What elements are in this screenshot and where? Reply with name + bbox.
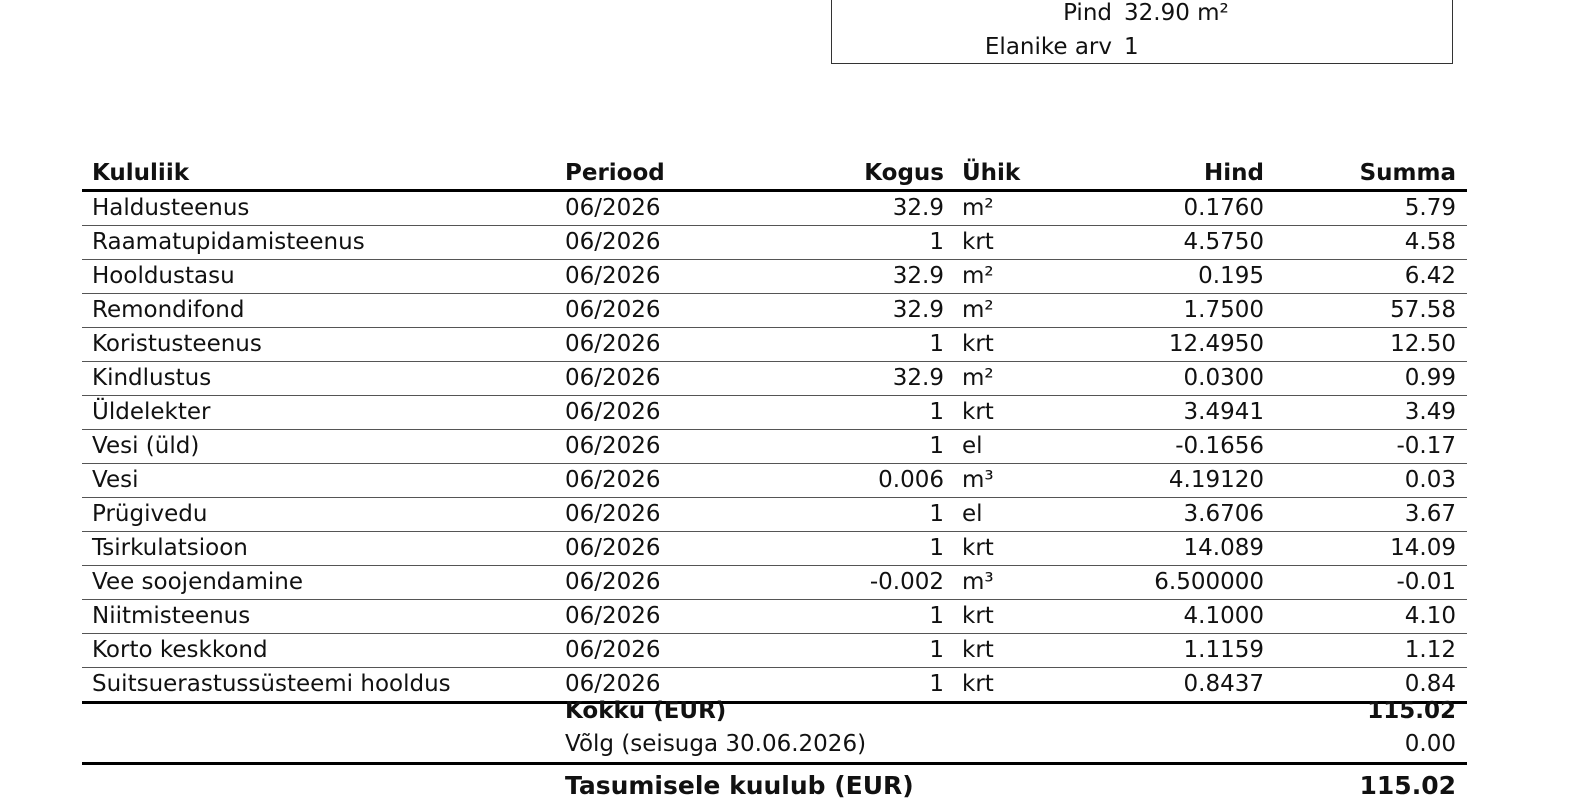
cell-price: 3.4941	[1183, 399, 1264, 425]
cell-unit: krt	[962, 229, 994, 255]
cell-qty: 1	[929, 637, 944, 663]
cell-qty: -0.002	[869, 569, 944, 595]
cell-name: Korto keskkond	[92, 637, 268, 663]
total-value: 115.02	[1367, 698, 1456, 724]
cell-period: 06/2026	[565, 365, 661, 391]
total-label: Kokku (EUR)	[565, 698, 727, 724]
cell-name: Kindlustus	[92, 365, 212, 391]
residents-label: Elanike arv	[984, 34, 1112, 60]
cell-name: Koristusteenus	[92, 331, 262, 357]
cell-sum: 0.99	[1404, 365, 1456, 391]
cell-period: 06/2026	[565, 467, 661, 493]
cell-qty: 32.9	[892, 195, 944, 221]
cell-sum: 5.79	[1404, 195, 1456, 221]
cell-price: 4.19120	[1168, 467, 1264, 493]
payable-value: 115.02	[1359, 771, 1456, 800]
cell-qty: 1	[929, 603, 944, 629]
cell-period: 06/2026	[565, 229, 661, 255]
debt-label: Võlg (seisuga 30.06.2026)	[565, 731, 867, 757]
cell-qty: 0.006	[878, 467, 944, 493]
cell-unit: krt	[962, 535, 994, 561]
cell-price: 0.8437	[1183, 671, 1264, 697]
cell-period: 06/2026	[565, 603, 661, 629]
table-row	[82, 566, 1467, 600]
area-row	[832, 0, 1452, 30]
payable-label: Tasumisele kuulub (EUR)	[565, 771, 914, 800]
cell-price: -0.1656	[1175, 433, 1264, 459]
cell-price: 6.500000	[1154, 569, 1264, 595]
cell-unit: krt	[962, 399, 994, 425]
table-row	[82, 362, 1467, 396]
cell-sum: 1.12	[1404, 637, 1456, 663]
cell-price: 1.1159	[1183, 637, 1264, 663]
cell-period: 06/2026	[565, 671, 661, 697]
cell-unit: krt	[962, 637, 994, 663]
table-row	[82, 328, 1467, 362]
cell-name: Tsirkulatsioon	[92, 535, 248, 561]
table-row	[82, 396, 1467, 430]
totals-section	[82, 695, 1467, 805]
cell-period: 06/2026	[565, 195, 661, 221]
cell-sum: 12.50	[1390, 331, 1456, 357]
cell-price: 3.6706	[1183, 501, 1264, 527]
header-sum: Summa	[1359, 160, 1456, 186]
cell-name: Haldusteenus	[92, 195, 250, 221]
cell-qty: 32.9	[892, 297, 944, 323]
cell-name: Hooldustasu	[92, 263, 235, 289]
table-row	[82, 226, 1467, 260]
cell-period: 06/2026	[565, 263, 661, 289]
cell-name: Prügivedu	[92, 501, 208, 527]
cell-name: Niitmisteenus	[92, 603, 251, 629]
cell-name: Suitsuerastussüsteemi hooldus	[92, 671, 451, 697]
cell-unit: el	[962, 433, 983, 459]
table-row	[82, 192, 1467, 226]
cell-unit: krt	[962, 331, 994, 357]
cell-unit: m²	[962, 263, 994, 289]
cell-name: Vesi	[92, 467, 139, 493]
cell-name: Vesi (üld)	[92, 433, 200, 459]
residents-value: 1	[1124, 34, 1139, 60]
cell-qty: 1	[929, 229, 944, 255]
cell-unit: m²	[962, 365, 994, 391]
header-qty: Kogus	[864, 160, 944, 186]
table-body	[82, 192, 1467, 704]
cell-sum: 0.84	[1404, 671, 1456, 697]
cell-price: 12.4950	[1168, 331, 1264, 357]
cell-price: 0.0300	[1183, 365, 1264, 391]
table-row	[82, 498, 1467, 532]
cell-qty: 1	[929, 501, 944, 527]
debt-row	[82, 728, 1467, 765]
cell-price: 1.7500	[1183, 297, 1264, 323]
cell-name: Raamatupidamisteenus	[92, 229, 365, 255]
cell-sum: 3.49	[1404, 399, 1456, 425]
cell-sum: 0.03	[1404, 467, 1456, 493]
cell-period: 06/2026	[565, 501, 661, 527]
cell-period: 06/2026	[565, 637, 661, 663]
table-header	[82, 157, 1467, 192]
residents-row	[832, 30, 1452, 64]
cell-sum: -0.17	[1396, 433, 1456, 459]
cell-sum: 6.42	[1404, 263, 1456, 289]
table-row	[82, 532, 1467, 566]
area-value: 32.90 m²	[1124, 0, 1229, 26]
cell-period: 06/2026	[565, 399, 661, 425]
cell-sum: 14.09	[1390, 535, 1456, 561]
header-price: Hind	[1204, 160, 1264, 186]
cost-table	[82, 157, 1467, 704]
cell-unit: el	[962, 501, 983, 527]
table-row	[82, 464, 1467, 498]
cell-name: Vee soojendamine	[92, 569, 304, 595]
cell-unit: m²	[962, 195, 994, 221]
cell-period: 06/2026	[565, 297, 661, 323]
cell-price: 0.195	[1198, 263, 1264, 289]
cell-qty: 1	[929, 535, 944, 561]
table-row	[82, 634, 1467, 668]
cell-sum: -0.01	[1396, 569, 1456, 595]
cell-period: 06/2026	[565, 433, 661, 459]
cell-qty: 32.9	[892, 365, 944, 391]
cell-unit: krt	[962, 671, 994, 697]
cell-sum: 3.67	[1404, 501, 1456, 527]
cell-sum: 4.10	[1404, 603, 1456, 629]
table-row	[82, 600, 1467, 634]
cell-qty: 1	[929, 671, 944, 697]
header-name: Kululiik	[92, 160, 189, 186]
apartment-info-box	[831, 0, 1453, 64]
cell-period: 06/2026	[565, 331, 661, 357]
cell-period: 06/2026	[565, 569, 661, 595]
debt-value: 0.00	[1404, 731, 1456, 757]
cell-qty: 1	[929, 331, 944, 357]
header-unit: Ühik	[962, 160, 1021, 186]
cell-name: Üldelekter	[92, 399, 211, 425]
cell-qty: 32.9	[892, 263, 944, 289]
cell-price: 4.1000	[1183, 603, 1264, 629]
cell-price: 14.089	[1183, 535, 1264, 561]
cell-unit: krt	[962, 603, 994, 629]
cell-unit: m²	[962, 297, 994, 323]
total-row	[82, 695, 1467, 728]
cell-period: 06/2026	[565, 535, 661, 561]
cell-name: Remondifond	[92, 297, 245, 323]
cell-price: 4.5750	[1183, 229, 1264, 255]
cell-sum: 57.58	[1390, 297, 1456, 323]
table-row	[82, 260, 1467, 294]
area-label: Pind	[1063, 0, 1112, 26]
cell-unit: m³	[962, 467, 994, 493]
cell-price: 0.1760	[1183, 195, 1264, 221]
cell-unit: m³	[962, 569, 994, 595]
table-row	[82, 294, 1467, 328]
payable-row	[82, 765, 1467, 805]
header-period: Periood	[565, 160, 665, 186]
cell-qty: 1	[929, 399, 944, 425]
cell-sum: 4.58	[1404, 229, 1456, 255]
cell-qty: 1	[929, 433, 944, 459]
table-row	[82, 430, 1467, 464]
